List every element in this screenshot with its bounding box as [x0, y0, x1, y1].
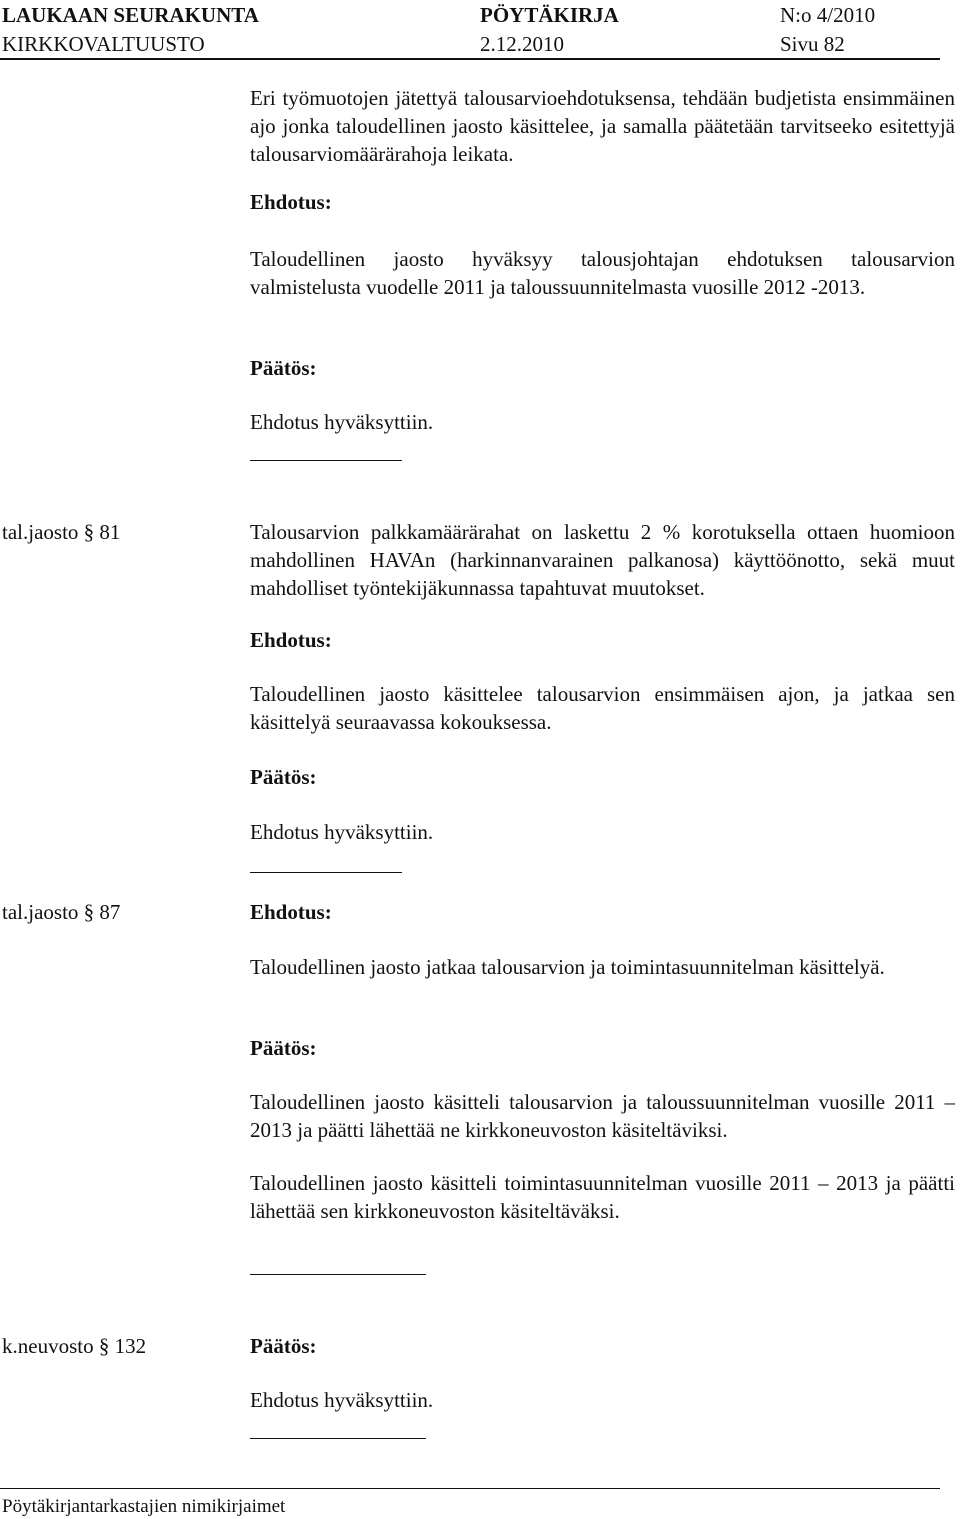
proposal-text: Taloudellinen jaosto käsittelee talousarvion ensimmäisen ajon, ja jatkaa sen käsittelyä seuraavassa kokouksessa.: [250, 682, 955, 734]
meeting-body: KIRKKOVALTUUSTO: [2, 32, 205, 56]
section-81-proposal-heading-block: [250, 626, 955, 654]
section-label: tal.jaosto § 81: [2, 520, 121, 544]
decision-heading: Päätös:: [250, 1036, 317, 1060]
section-81-proposal-block: [250, 680, 955, 736]
meeting-date: 2.12.2010: [480, 32, 564, 56]
intro-text: Eri työmuotojen jätettyä talousarvioehdotuksensa, tehdään budjetista ensimmäinen ajo jonka taloudellinen jaosto käsittelee, ja samalla päätetään tarvitseeko esitettyjä talousarviomäärärahoja leikata.: [250, 86, 955, 166]
proposal-heading: Ehdotus:: [250, 900, 332, 924]
section-81-body-block: [250, 518, 955, 602]
section-end-rule: [250, 872, 402, 873]
proposal-text: Taloudellinen jaosto hyväksyy talousjohtajan ehdotuksen talousarvion valmistelusta vuodelle 2011 ja taloussuunnitelmasta vuosille 2012 -2013.: [250, 247, 955, 299]
intro-proposal-block: [250, 245, 955, 301]
section-87-decision-block-2: [250, 1169, 955, 1225]
section-end-rule: [250, 1438, 426, 1439]
section-end-rule: [250, 1274, 426, 1275]
intro-paragraph: [250, 84, 955, 168]
header-divider: [0, 58, 940, 60]
section-132-decision-heading-block: [250, 1332, 955, 1360]
section-81-decision-block: [250, 818, 955, 846]
document-type: PÖYTÄKIRJA: [480, 3, 619, 27]
section-label: tal.jaosto § 87: [2, 900, 121, 924]
section-87-decision-heading-block: [250, 1034, 955, 1062]
section-end-rule: [250, 460, 402, 461]
proposal-text: Taloudellinen jaosto jatkaa talousarvion ja toimintasuunnitelman käsittelyä.: [250, 955, 885, 979]
decision-heading: Päätös:: [250, 1334, 317, 1358]
decision-heading: Päätös:: [250, 356, 317, 380]
proposal-heading: Ehdotus:: [250, 190, 332, 214]
decision-text: Ehdotus hyväksyttiin.: [250, 1388, 434, 1412]
section-87-decision-block-1: [250, 1088, 955, 1144]
section-87-proposal-heading-block: [250, 898, 955, 926]
intro-decision-block: [250, 408, 955, 436]
intro-decision-heading-block: [250, 354, 955, 382]
decision-text: Taloudellinen jaosto käsitteli toimintasuunnitelman vuosille 2011 – 2013 ja päätti lähettää sen kirkkoneuvoston käsiteltäväksi.: [250, 1171, 955, 1223]
section-87-proposal-block: [250, 953, 955, 981]
section-body-text: Talousarvion palkkamäärärahat on laskettu 2 % korotuksella ottaen huomioon mahdollinen HAVAn (harkinnanvarainen palkanosa) käyttöönotto, sekä muut mahdolliset työntekijäkunnassa tapahtuvat muutokset.: [250, 520, 955, 600]
proposal-heading: Ehdotus:: [250, 628, 332, 652]
organization-name: LAUKAAN SEURAKUNTA: [2, 3, 259, 27]
footer-divider: [0, 1488, 940, 1489]
decision-heading: Päätös:: [250, 765, 317, 789]
intro-proposal-heading-block: [250, 188, 955, 216]
section-132-decision-block: [250, 1386, 955, 1414]
section-81-decision-heading-block: [250, 763, 955, 791]
footer-text: Pöytäkirjantarkastajien nimikirjaimet: [2, 1496, 286, 1517]
decision-text: Taloudellinen jaosto käsitteli talousarvion ja taloussuunnitelman vuosille 2011 – 2013 ja päätti lähettää ne kirkkoneuvoston käsiteltäviksi.: [250, 1090, 955, 1142]
document-number: N:o 4/2010: [780, 3, 876, 27]
decision-text: Ehdotus hyväksyttiin.: [250, 410, 434, 434]
decision-text: Ehdotus hyväksyttiin.: [250, 820, 434, 844]
page-number: Sivu 82: [780, 32, 845, 56]
section-label: k.neuvosto § 132: [2, 1334, 147, 1358]
